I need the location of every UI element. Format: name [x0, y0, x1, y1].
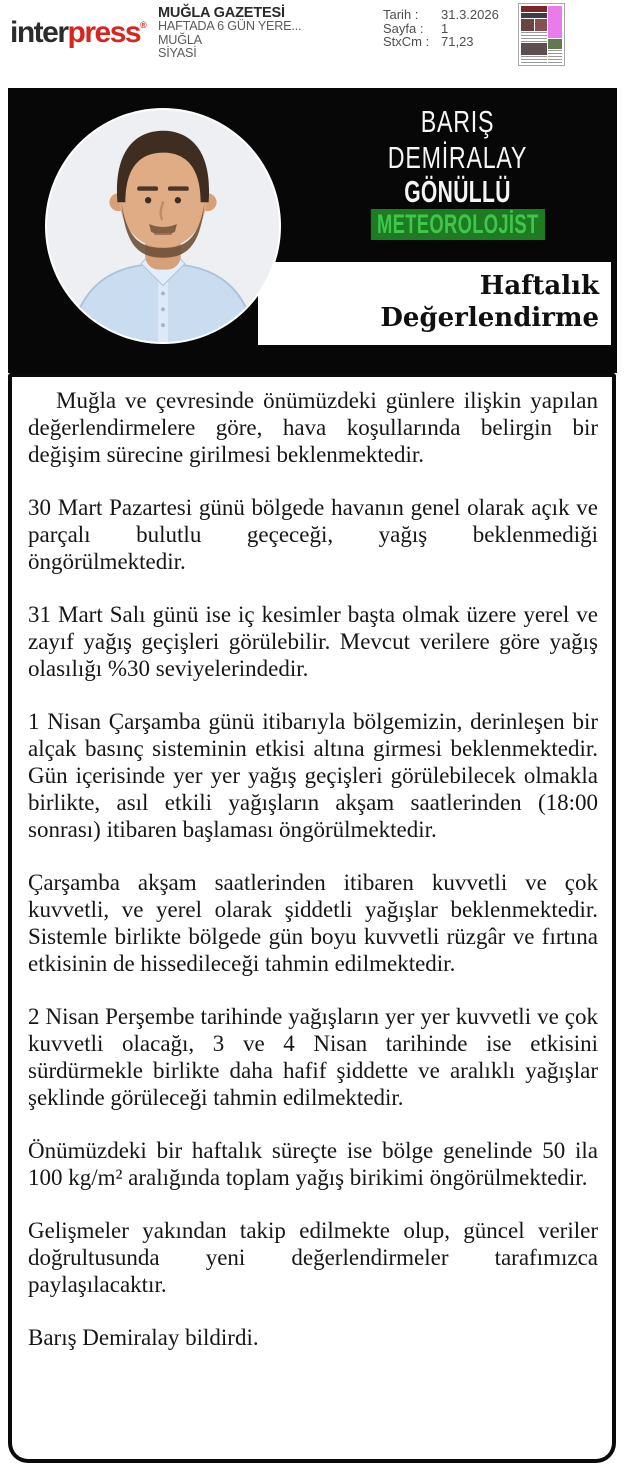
logo-part-press: press [67, 16, 141, 49]
page-label: Sayfa : [383, 20, 424, 36]
logo-part-inter: inter [10, 16, 68, 49]
thumb-headline [521, 13, 547, 18]
stxcm-label: StxCm : [383, 34, 430, 50]
article-paragraph: 31 Mart Salı günü ise iç kesimler başta olmak üzere yerel ve zayıf yağış geçişleri görülebilir. Mevcut verilere göre yağış olasılığı %30 seviyelerindedir. [28, 602, 598, 681]
author-identity [298, 104, 617, 240]
author-role-line1: GÖNÜLLÜ [404, 174, 511, 209]
publication-frequency: HAFTADA 6 GÜN YERE... [158, 18, 302, 34]
stxcm-value: 71,23 [441, 34, 474, 50]
meta-stxcm-row [383, 35, 499, 49]
interpress-logo [10, 10, 147, 48]
date-label: Tarih : [383, 7, 419, 22]
thumb-article-highlight [548, 6, 562, 38]
publication-city: MUĞLA [158, 31, 202, 47]
article-paragraph: Çarşamba akşam saatlerinden itibaren kuvvetli ve çok kuvvetli, ve yerel olarak şiddetli yağışlar beklenmektedir. Sistemle birlikte bölgede gün boyu kuvvetli rüzgâr ve fırtına etkisinin de hissedileceği tahmin edilmektedir. [28, 870, 598, 976]
thumb-photo [535, 19, 547, 31]
article-paragraph: 2 Nisan Perşembe tarihinde yağışların yer yer kuvvetli ve çok kuvvetli olacağı, 3 ve 4 Nisan tarihinde ise etkisini sürdürmekle birlikte daha hafif şiddette ve aralıklı yağışlar şeklinde görüleceği tahmin edilmektedir. [28, 1004, 598, 1110]
clipping-metadata [383, 8, 499, 49]
newspaper-page-thumbnail[interactable] [518, 3, 565, 66]
article-body [8, 373, 616, 1463]
thumb-photo-green [548, 39, 562, 49]
author-first-name: BARIŞ [420, 104, 495, 139]
author-role-line2-wrap [298, 209, 617, 240]
meta-page-row [383, 22, 499, 36]
registered-trademark-icon: ® [140, 20, 147, 30]
thumb-photo [521, 19, 534, 31]
column-title-line2: Değerlendirme [380, 303, 599, 333]
thumb-text-lines [548, 50, 562, 63]
thumb-masthead [521, 6, 547, 12]
column-title-line1: Haftalık [479, 271, 599, 301]
article-paragraph: Gelişmeler yakından takip edilmekte olup, güncel veriler doğrultusunda yeni değerlendirmeler tarafımızca paylaşılacaktır. [28, 1218, 598, 1297]
article-paragraph: Barış Demiralay bildirdi. [28, 1325, 259, 1350]
article-paragraph: 1 Nisan Çarşamba günü itibarıyla bölgemizin, derinleşen bir alçak basınç sisteminin etkisi altına girmesi beklenmektedir. Gün içerisinde yer yer yağış geçişleri görülebilecek olmakla birlikte, asıl etkili yağışların akşam saatlerinden (18:00 sonrası) itibaren başlaması öngörülmektedir. [28, 709, 598, 842]
article-paragraph: 30 Mart Pazartesi günü bölgede havanın genel olarak açık ve parçalı bulutlu geçeceği, yağış beklenmediği öngörülmektedir. [28, 495, 598, 574]
article-paragraph: Önümüzdeki bir haftalık süreçte ise bölge genelinde 50 ila 100 kg/m² aralığında toplam yağış birikimi öngörülmektedir. [28, 1138, 598, 1190]
author-last-name: DEMİRALAY [387, 140, 528, 175]
column-title-panel [258, 262, 611, 345]
author-portrait-avatar [44, 107, 282, 345]
meta-date-row [383, 8, 499, 22]
date-value: 31.3.2026 [441, 7, 499, 22]
publication-category: SİYASİ [158, 45, 197, 61]
author-banner [8, 88, 617, 373]
author-role-line2: METEOROLOJİST [371, 209, 545, 240]
thumb-photo [521, 43, 547, 55]
thumb-text-lines [521, 56, 547, 63]
thumb-text-lines [521, 32, 547, 42]
publication-name: MUĞLA GAZETESİ [158, 4, 285, 21]
page-value: 1 [441, 20, 449, 36]
publication-info [158, 6, 301, 60]
article-paragraph: Muğla ve çevresinde önümüzdeki günlere ilişkin yapılan değerlendirmelere göre, hava koşullarında belirgin bir değişim sürecine girilmesi beklenmektedir. [28, 388, 598, 467]
